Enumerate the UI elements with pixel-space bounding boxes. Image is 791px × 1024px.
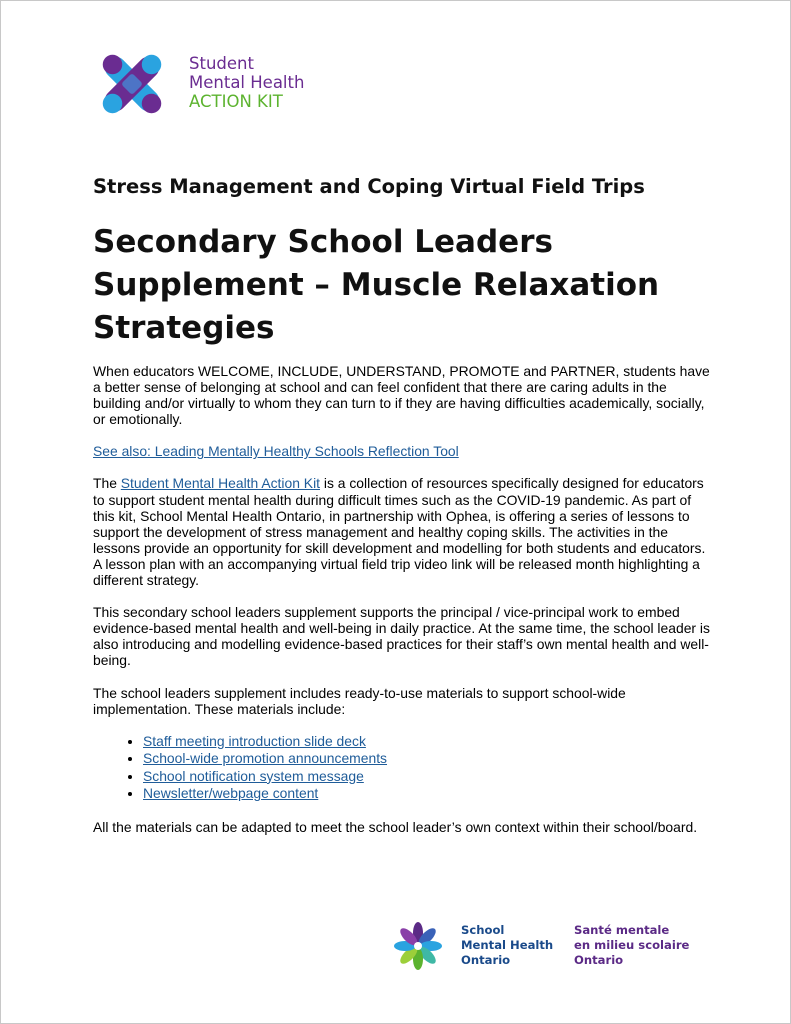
brand-line-3: ACTION KIT: [189, 92, 283, 111]
list-item: [143, 750, 713, 768]
announcements-link[interactable]: School-wide promotion announcements: [143, 750, 388, 767]
see-also-paragraph: [93, 443, 713, 459]
smho-logo: [393, 919, 713, 975]
action-kit-logo: [93, 45, 333, 125]
document-body: [93, 363, 713, 851]
list-item: [143, 785, 713, 803]
en-line-3: Ontario: [461, 953, 511, 967]
action-kit-puzzle-icon: [93, 45, 171, 123]
en-line-2: Mental Health: [461, 938, 554, 952]
kit-paragraph: [93, 475, 713, 588]
smho-name-french: [574, 923, 689, 968]
materials-intro-paragraph: The school leaders supplement includes ready-to-use materials to support school-wide implementation. These materials include:: [93, 684, 626, 717]
list-item: [143, 768, 713, 786]
closing-paragraph: All the materials can be adapted to meet the school leader’s own context within their school/board.: [93, 818, 698, 835]
fr-line-2: en milieu scolaire: [574, 938, 690, 952]
brand-line-2: Mental Health: [189, 73, 305, 92]
document-subtitle: Stress Management and Coping Virtual Field Trips: [93, 175, 645, 198]
smho-name-english: [461, 923, 553, 968]
notification-message-link[interactable]: School notification system message: [143, 767, 364, 784]
kit-text-pre: The: [93, 475, 121, 492]
brand-line-1: Student: [189, 54, 254, 73]
en-line-1: School: [461, 923, 505, 937]
newsletter-content-link[interactable]: Newsletter/webpage content: [143, 785, 319, 802]
kit-text-post: is a collection of resources specifically designed for educators to support student mental health during difficult times such as the COVID-19 pandemic. As part of this kit, School Mental Health Ontario, in partnership with Ophea, is offering a series of lessons to support the development of stress management and healthy coping skills. The activities in the lessons provide an opportunity for skill development and modelling for both students and educators. A lesson plan with an accompanying virtual field trip video link will be released month highlighting a different strategy.: [93, 475, 706, 589]
see-also-link[interactable]: See also: Leading Mentally Healthy Schools Reflection Tool: [93, 443, 459, 460]
action-kit-link[interactable]: Student Mental Health Action Kit: [120, 475, 321, 492]
action-kit-wordmark: [189, 54, 304, 111]
list-item: [143, 733, 713, 751]
supplement-paragraph: This secondary school leaders supplement supports the principal / vice-principal work to embed evidence-based mental health and well-being in daily practice. At the same time, the school leader is also introducing and modelling evidence-based practices for their staff’s own mental health and well-being.: [93, 604, 710, 669]
fr-line-1: Santé mentale: [574, 923, 670, 937]
materials-list: [93, 733, 713, 803]
document-title: Secondary School Leaders Supplement – Muscle Relaxation Strategies: [93, 224, 660, 346]
fr-line-3: Ontario: [574, 953, 624, 967]
slide-deck-link[interactable]: Staff meeting introduction slide deck: [143, 732, 366, 749]
intro-paragraph: When educators WELCOME, INCLUDE, UNDERSTAND, PROMOTE and PARTNER, students have a better sense of belonging at school and can feel confident that there are caring adults in the building and/or virtually to whom they can turn to if they are having difficulties academically, socially, or emotionally.: [93, 363, 710, 428]
smho-pinwheel-icon: [393, 921, 443, 971]
